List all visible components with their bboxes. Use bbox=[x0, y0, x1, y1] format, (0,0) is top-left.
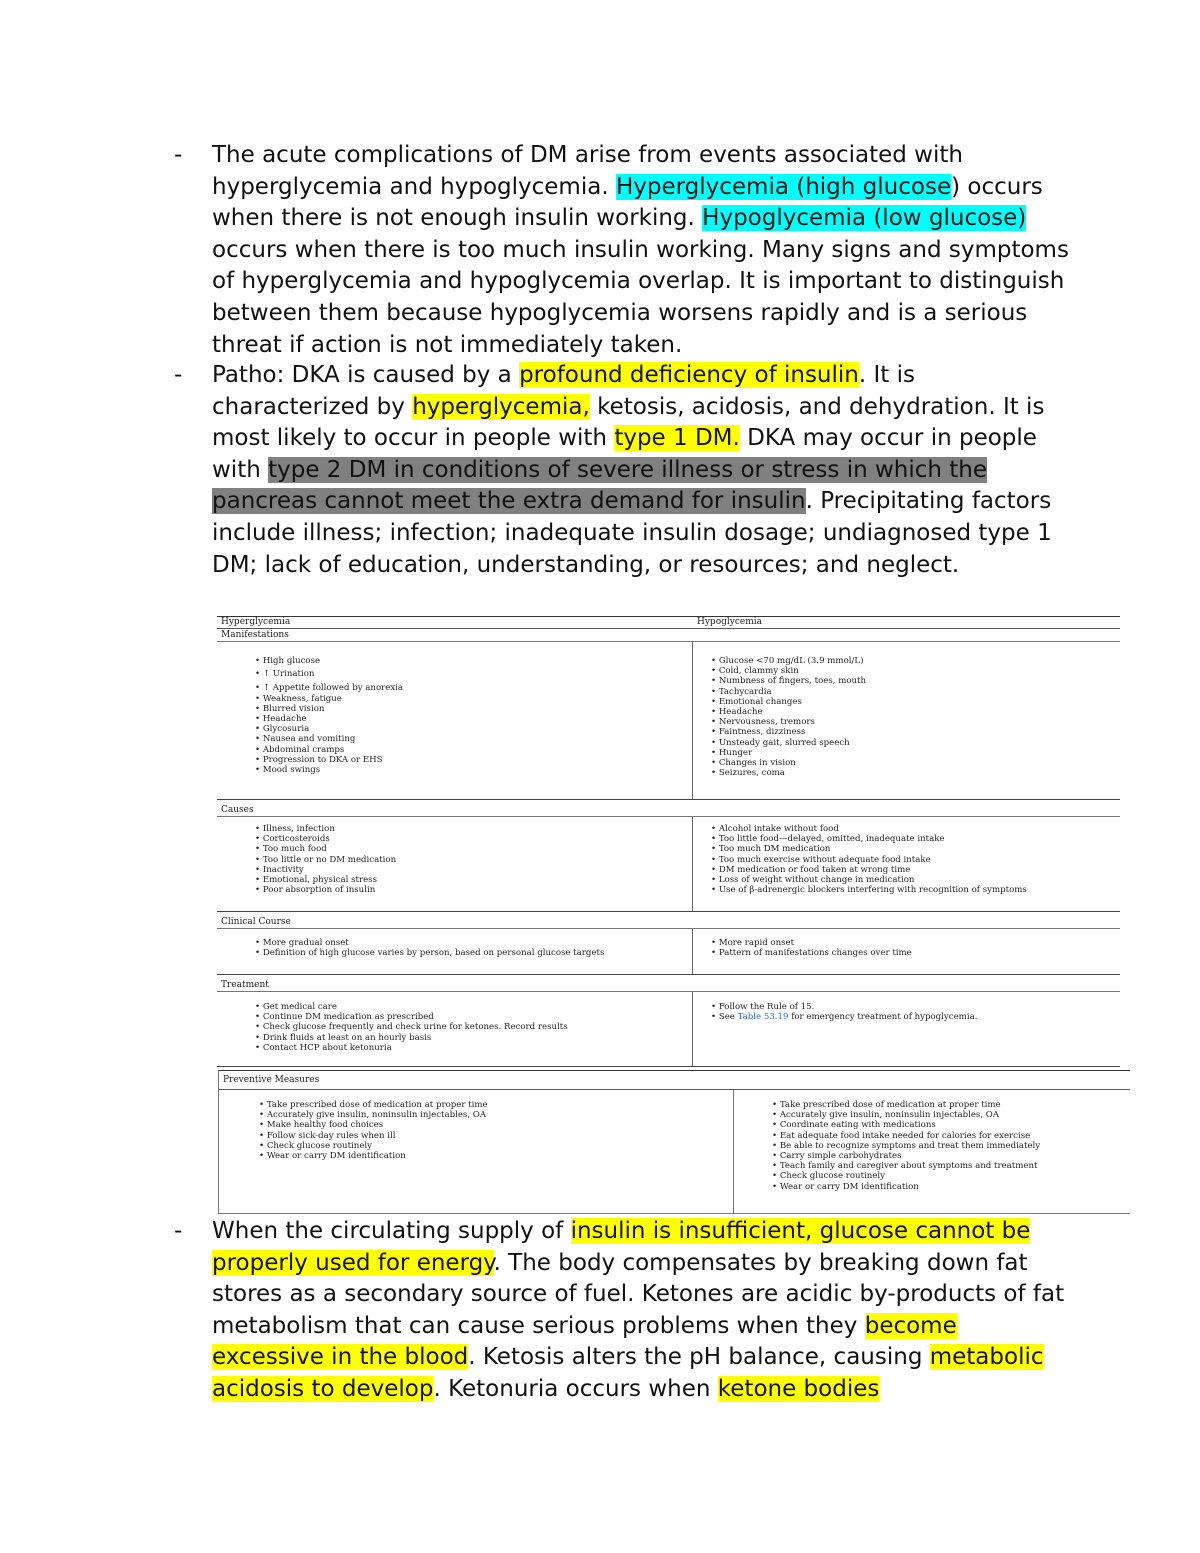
list-item: • Tachycardia bbox=[711, 687, 1120, 697]
highlight-type1: type 1 DM. bbox=[614, 425, 740, 452]
text-run: . Precipitating factors include illness; infection; inadequate insulin dosage; undiagnosed type 1 DM; lack of education, understanding, or resources; and neglect. bbox=[212, 488, 1052, 578]
highlight-deficiency: profound deficiency of insulin bbox=[519, 362, 859, 388]
list-item: • Carry simple carbohydrates bbox=[772, 1151, 1130, 1161]
list-item: • Check glucose frequently and check urine for ketones. Record results bbox=[255, 1022, 692, 1032]
list-item: • Too little or no DM medication bbox=[255, 855, 692, 865]
list-item: • Follow sick-day rules when ill bbox=[259, 1131, 733, 1141]
section-title-manifestations: Manifestations bbox=[217, 629, 1120, 642]
section-title-treatment: Treatment bbox=[217, 979, 1120, 992]
list-item: • Hunger bbox=[711, 748, 1120, 758]
text-run: When the circulating supply of bbox=[212, 1218, 571, 1244]
comparison-table bbox=[217, 616, 1120, 1067]
section-preventive bbox=[219, 1090, 1130, 1214]
list-item: • DM medication or food taken at wrong time bbox=[711, 865, 1120, 875]
highlight-insulin-insufficient: insulin is insufficient, glucose cannot be properly used for energy bbox=[212, 1218, 1031, 1276]
paragraph-acute-complications bbox=[212, 140, 1072, 361]
list-item: • Drink fluids at least on an hourly basis bbox=[255, 1033, 692, 1043]
list-item: • Poor absorption of insulin bbox=[255, 885, 692, 895]
list-item: • ↑ Urination bbox=[255, 669, 692, 679]
preventive-measures-table bbox=[218, 1070, 1130, 1214]
list-item bbox=[711, 1012, 1120, 1022]
list-item: • Blurred vision bbox=[255, 704, 692, 714]
text-run: DKA may occur in people with bbox=[212, 425, 1037, 483]
highlight-acidosis: metabolic acidosis to develop bbox=[212, 1344, 1044, 1402]
table-header bbox=[217, 616, 1120, 629]
list-item: • Unsteady gait, slurred speech bbox=[711, 738, 1120, 748]
list-item: • Glycosuria bbox=[255, 724, 692, 734]
list-item: • Faintness, dizziness bbox=[711, 727, 1120, 737]
section-title-causes: Causes bbox=[217, 804, 1120, 817]
list-item: • Illness, infection bbox=[255, 824, 692, 834]
text-run: occurs when there is too much insulin working. Many signs and symptoms of hyperglycemia and hypoglycemia overlap. It is important to distinguish between them because hypoglycemia worsens rapidly and is a serious threat if action is not immediately taken. bbox=[212, 236, 1069, 358]
list-item: • Nausea and vomiting bbox=[255, 734, 692, 744]
preventive-hypo bbox=[734, 1090, 1130, 1213]
highlight-hyperglycemia: hyperglycemia, bbox=[412, 393, 590, 420]
causes-hyper bbox=[217, 817, 693, 911]
list-item: • Make healthy food choices bbox=[259, 1120, 733, 1130]
list-item: • Inactivity bbox=[255, 865, 692, 875]
text-run: . Ketosis alters the pH balance, causing bbox=[468, 1344, 930, 1371]
section-clinical-course bbox=[217, 929, 1120, 975]
header-hyperglycemia: Hyperglycemia bbox=[221, 617, 291, 627]
text-run: ketosis, acidosis, and dehydration. It is most likely to occur in people with bbox=[212, 393, 1045, 452]
clinical-course-hypo bbox=[693, 929, 1120, 974]
text-run: . It is characterized by bbox=[212, 362, 915, 420]
list-item: • Headache bbox=[255, 714, 692, 724]
list-item: • Check glucose routinely bbox=[772, 1171, 1130, 1181]
clinical-course-hyper bbox=[217, 929, 693, 974]
section-manifestations bbox=[217, 642, 1120, 800]
paragraph-ketones bbox=[212, 1216, 1072, 1406]
list-item: • Coordinate eating with medications bbox=[772, 1120, 1130, 1130]
list-item: • Pattern of manifestations changes over time bbox=[711, 948, 1120, 958]
list-item: • Follow the Rule of 15. bbox=[711, 1002, 1120, 1012]
list-item: • Take prescribed dose of medication at proper time bbox=[259, 1100, 733, 1110]
bullet-marker: - bbox=[174, 142, 183, 168]
list-item: • Get medical care bbox=[255, 1002, 692, 1012]
text-run: ) occurs when there is not enough insulin working. bbox=[212, 173, 1043, 232]
list-item: • Loss of weight without change in medication bbox=[711, 875, 1120, 885]
section-causes bbox=[217, 817, 1120, 912]
list-item: • Changes in vision bbox=[711, 758, 1120, 768]
highlight-hyperglycemia: Hyperglycemia (high glucose bbox=[615, 173, 952, 200]
paragraph-patho bbox=[212, 360, 1072, 581]
text-run: Patho: DKA is caused by a bbox=[212, 362, 520, 388]
list-item: • Accurately give insulin, noninsulin injectables, OA bbox=[772, 1110, 1130, 1120]
highlight-hypoglycemia: Hypoglycemia (low glucose) bbox=[702, 205, 1027, 232]
list-item: • ↑ Appetite followed by anorexia bbox=[255, 683, 692, 693]
treatment-hypo bbox=[693, 992, 1120, 1066]
header-hypoglycemia: Hypoglycemia bbox=[697, 617, 762, 627]
list-item: • Too much DM medication bbox=[711, 844, 1120, 854]
list-item: • Wear or carry DM identification bbox=[772, 1182, 1130, 1192]
list-item: • High glucose bbox=[255, 656, 692, 666]
text-run: for emergency treatment of hypoglycemia. bbox=[788, 1012, 978, 1023]
treatment-hyper bbox=[217, 992, 693, 1066]
list-item: • Seizures, coma bbox=[711, 768, 1120, 778]
list-item: • Headache bbox=[711, 707, 1120, 717]
list-item: • Contact HCP about ketonuria bbox=[255, 1043, 692, 1053]
text-run: . The body compensates by breaking down fat stores as a secondary source of fuel. Ketones are acidic by-products of fat metabolism that can cause serious problems when they bbox=[212, 1249, 1065, 1339]
list-item: • Emotional changes bbox=[711, 697, 1120, 707]
causes-hypo bbox=[693, 817, 1120, 911]
list-item: • Abdominal cramps bbox=[255, 745, 692, 755]
list-item: • Weakness, fatigue bbox=[255, 694, 692, 704]
text-run: See bbox=[718, 1012, 738, 1023]
list-item: • Teach family and caregiver about symptoms and treatment bbox=[772, 1161, 1130, 1171]
bullet-marker: - bbox=[174, 1218, 183, 1244]
section-treatment bbox=[217, 992, 1120, 1067]
text-run: The acute complications of DM arise from events associated with hyperglycemia and hypoglycemia. bbox=[212, 142, 963, 200]
list-item: • Cold, clammy skin bbox=[711, 666, 1120, 676]
bullet-marker: - bbox=[174, 362, 183, 388]
manifestations-hypo bbox=[693, 642, 1120, 799]
list-item: • Check glucose routinely bbox=[259, 1141, 733, 1151]
highlight-excessive: become excessive in the blood bbox=[212, 1312, 957, 1371]
list-item: • Use of β-adrenergic blockers interfering with recognition of symptoms bbox=[711, 885, 1120, 895]
manifestations-hyper bbox=[217, 642, 693, 799]
list-item: • Wear or carry DM identification bbox=[259, 1151, 733, 1161]
list-item: • More gradual onset bbox=[255, 938, 692, 948]
highlight-type2: type 2 DM in conditions of severe illness or stress in which the pancreas cannot meet the extra demand for insulin bbox=[212, 456, 988, 515]
list-item: • Eat adequate food intake needed for calories for exercise bbox=[772, 1131, 1130, 1141]
list-item: • Glucose <70 mg/dL (3.9 mmol/L) bbox=[711, 656, 1120, 666]
text-run: . Ketonuria occurs when bbox=[433, 1375, 718, 1402]
list-item: • Definition of high glucose varies by person, based on personal glucose targets bbox=[255, 948, 692, 958]
table-reference-link[interactable]: Table 53.19 bbox=[737, 1012, 789, 1023]
list-item: • Alcohol intake without food bbox=[711, 824, 1120, 834]
list-item: • More rapid onset bbox=[711, 938, 1120, 948]
list-item: • Nervousness, tremors bbox=[711, 717, 1120, 727]
list-item: • Continue DM medication as prescribed bbox=[255, 1012, 692, 1022]
preventive-hyper bbox=[219, 1090, 734, 1213]
list-item: • Mood swings bbox=[255, 765, 692, 775]
section-title-clinical-course: Clinical Course bbox=[217, 916, 1120, 929]
list-item: • Accurately give insulin, noninsulin injectables, OA bbox=[259, 1110, 733, 1120]
list-item: • Numbness of fingers, toes, mouth bbox=[711, 676, 1120, 686]
list-item: • Too much food bbox=[255, 844, 692, 854]
list-item: • Corticosteroids bbox=[255, 834, 692, 844]
list-item: • Too little food—delayed, omitted, inadequate intake bbox=[711, 834, 1120, 844]
list-item: • Emotional, physical stress bbox=[255, 875, 692, 885]
section-title-preventive: Preventive Measures bbox=[219, 1071, 1130, 1090]
list-item: • Too much exercise without adequate food intake bbox=[711, 855, 1120, 865]
highlight-ketone-bodies: ketone bodies bbox=[717, 1375, 880, 1402]
list-item: • Take prescribed dose of medication at proper time bbox=[772, 1100, 1130, 1110]
list-item: • Be able to recognize symptoms and treat them immediately bbox=[772, 1141, 1130, 1151]
list-item: • Progression to DKA or EHS bbox=[255, 755, 692, 765]
